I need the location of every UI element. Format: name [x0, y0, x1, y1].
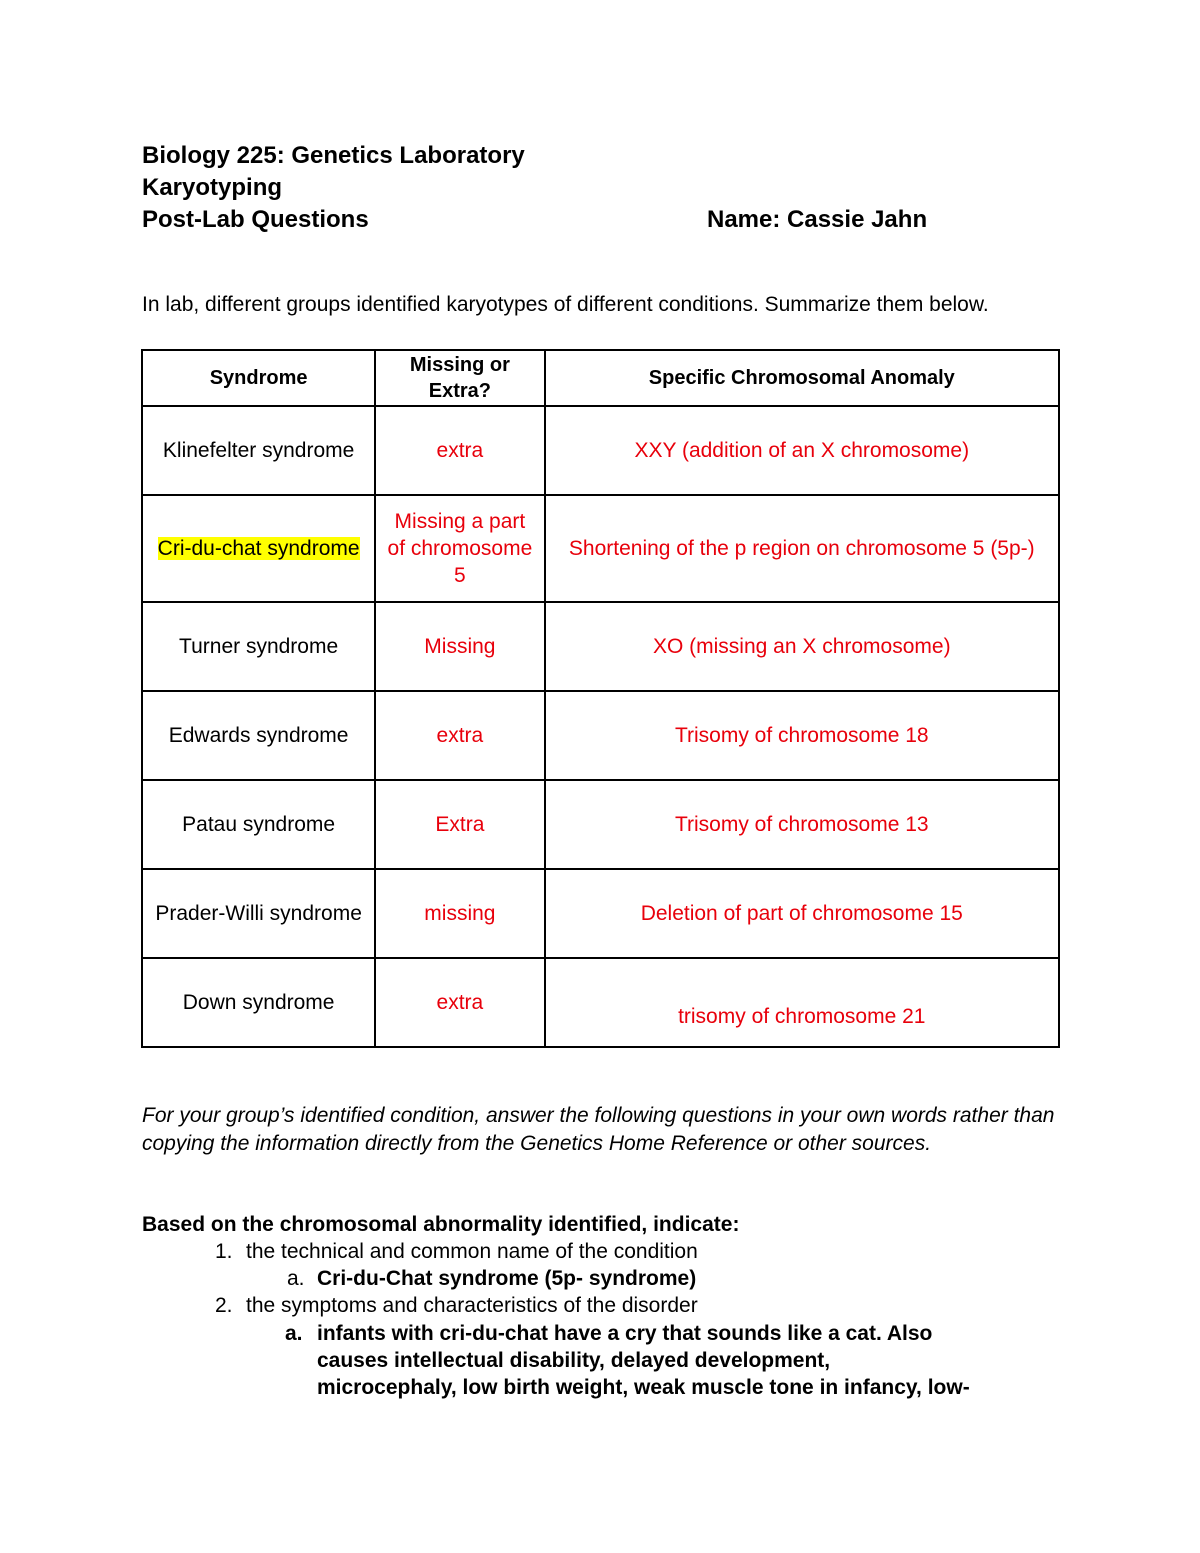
answer-1 — [0, 1265, 1200, 1292]
highlighted-syndrome: Cri-du-chat syndrome — [157, 537, 360, 560]
answer-letter: a. — [287, 1267, 305, 1290]
answer-line: microcephaly, low birth weight, weak muscle tone in infancy, low- — [317, 1376, 970, 1399]
question-text: the symptoms and characteristics of the disorder — [246, 1294, 698, 1317]
table-row — [142, 780, 1059, 869]
table-row — [142, 495, 1059, 602]
question-number: 2. — [215, 1294, 233, 1317]
table-row — [142, 869, 1059, 958]
syndrome-cell — [142, 495, 375, 602]
header-anomaly: Specific Chromosomal Anomaly — [545, 350, 1059, 406]
syndrome-cell: Prader-Willi syndrome — [142, 869, 375, 958]
question-2 — [0, 1292, 1200, 1319]
document-header — [142, 140, 1062, 236]
status-cell: Extra — [375, 780, 544, 869]
syndrome-table — [141, 349, 1060, 1048]
anomaly-cell: Shortening of the p region on chromosome 5 (5p-) — [545, 495, 1059, 602]
syndrome-cell: Down syndrome — [142, 958, 375, 1047]
syndrome-cell: Klinefelter syndrome — [142, 406, 375, 495]
status-cell: Missing — [375, 602, 544, 691]
syndrome-cell: Turner syndrome — [142, 602, 375, 691]
table-row — [142, 602, 1059, 691]
status-cell: Missing a part of chromosome 5 — [375, 495, 544, 602]
header-missing-or-extra: Missing or Extra? — [375, 350, 544, 406]
course-title: Biology 225: Genetics Laboratory — [142, 142, 525, 169]
table-row — [142, 406, 1059, 495]
syndrome-cell: Patau syndrome — [142, 780, 375, 869]
question-1 — [0, 1238, 1200, 1265]
anomaly-cell: Trisomy of chromosome 18 — [545, 691, 1059, 780]
instructions-text: For your group’s identified condition, answer the following questions in your own words rather than copying the information directly from the Genetics Home Reference or other sources. — [142, 1104, 1055, 1155]
anomaly-cell: trisomy of chromosome 21 — [545, 958, 1059, 1047]
based-on-heading: Based on the chromosomal abnormality identified, indicate: — [142, 1213, 740, 1236]
anomaly-cell: Trisomy of chromosome 13 — [545, 780, 1059, 869]
anomaly-cell: Deletion of part of chromosome 15 — [545, 869, 1059, 958]
syndrome-cell: Edwards syndrome — [142, 691, 375, 780]
status-cell: extra — [375, 958, 544, 1047]
anomaly-cell: XO (missing an X chromosome) — [545, 602, 1059, 691]
header-row — [142, 204, 1062, 236]
student-name: Name: Cassie Jahn — [707, 206, 928, 233]
answer-letter: a. — [285, 1322, 303, 1345]
header-syndrome: Syndrome — [142, 350, 375, 406]
question-text: the technical and common name of the condition — [246, 1240, 698, 1263]
section-title: Post-Lab Questions — [142, 206, 369, 233]
question-number: 1. — [215, 1240, 233, 1263]
answer-text: Cri-du-Chat syndrome (5p- syndrome) — [317, 1267, 697, 1290]
anomaly-cell: XXY (addition of an X chromosome) — [545, 406, 1059, 495]
status-cell: missing — [375, 869, 544, 958]
table-row — [142, 691, 1059, 780]
answer-line: causes intellectual disability, delayed development, — [317, 1349, 831, 1372]
table-header-row — [142, 350, 1059, 406]
intro-text: In lab, different groups identified karyotypes of different conditions. Summarize them below. — [142, 293, 989, 316]
status-cell: extra — [375, 691, 544, 780]
status-cell: extra — [375, 406, 544, 495]
topic-title: Karyotyping — [142, 174, 283, 201]
table-row — [142, 958, 1059, 1047]
answer-line: infants with cri-du-chat have a cry that sounds like a cat. Also — [317, 1322, 933, 1345]
